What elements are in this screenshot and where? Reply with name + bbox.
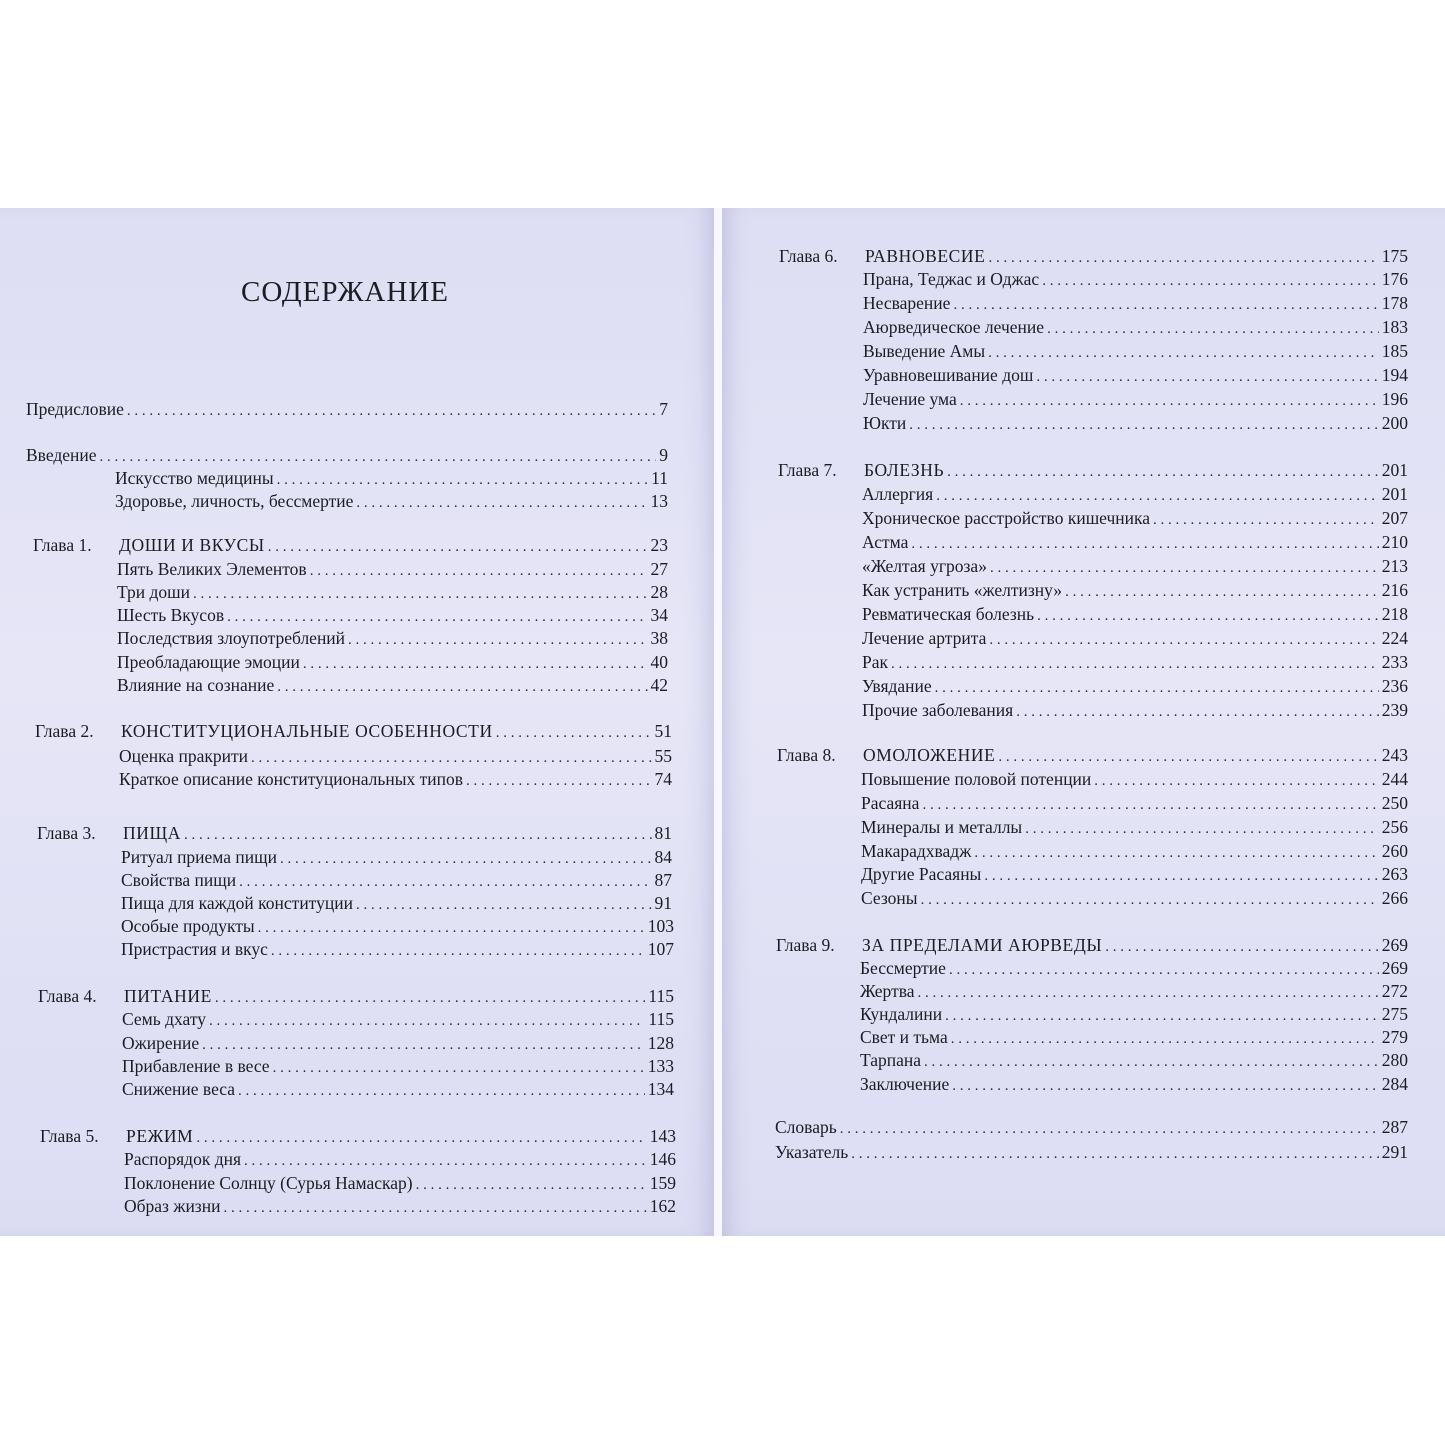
page-number: 40 — [650, 652, 668, 672]
section-title: Образ жизни — [124, 1196, 221, 1216]
section-title: Введение — [26, 445, 97, 465]
dot-leader — [209, 1010, 645, 1032]
section-title: Аллергия — [862, 484, 934, 504]
toc-entry — [778, 531, 1408, 553]
toc-entry — [779, 412, 1408, 434]
chapter-title: ПИТАНИЕ — [124, 986, 212, 1006]
chapter-number: Глава 4. — [38, 986, 97, 1006]
toc-entry — [779, 364, 1408, 386]
toc-entry — [778, 603, 1408, 625]
page-number: 250 — [1381, 793, 1408, 813]
section-title: Рак — [862, 652, 889, 672]
toc-entry — [776, 1003, 1408, 1025]
dot-leader — [951, 1028, 1379, 1050]
dot-leader — [891, 653, 1379, 675]
dot-leader — [1016, 701, 1379, 723]
page-number: 269 — [1381, 935, 1408, 955]
section-title: Свет и тьма — [860, 1027, 948, 1047]
page-number: 91 — [654, 893, 672, 913]
dot-leader — [911, 533, 1378, 555]
page-number: 275 — [1381, 1004, 1408, 1024]
dot-leader — [1105, 936, 1379, 958]
page-number: 266 — [1381, 888, 1408, 908]
dot-leader — [223, 1197, 646, 1219]
toc-entry — [777, 816, 1408, 838]
section-title: Преобладающие эмоции — [117, 652, 300, 672]
toc-entry — [35, 745, 672, 767]
page-number: 243 — [1381, 745, 1408, 765]
section-title: Словарь — [775, 1117, 837, 1137]
section-title: Лечение артрита — [862, 628, 987, 648]
page-number: 256 — [1381, 817, 1408, 837]
toc-entry — [776, 934, 1408, 956]
section-title: Краткое описание конституциональных типов — [119, 769, 464, 789]
dot-leader — [936, 485, 1379, 507]
dot-leader — [947, 461, 1379, 483]
dot-leader — [840, 1118, 1379, 1140]
dot-leader — [960, 390, 1379, 412]
dot-leader — [100, 446, 657, 468]
section-title: Уравновешивание дош — [863, 365, 1034, 385]
page-number: 287 — [1381, 1117, 1408, 1137]
dot-leader — [984, 865, 1378, 887]
left-page — [0, 208, 714, 1236]
page-number: 178 — [1381, 293, 1408, 313]
dot-leader — [989, 629, 1378, 651]
page-number: 175 — [1381, 246, 1408, 266]
dot-leader — [238, 1080, 645, 1102]
toc-entry — [777, 792, 1408, 814]
toc-entry — [38, 985, 674, 1007]
toc-entry — [40, 1172, 676, 1194]
page-number: 263 — [1381, 864, 1408, 884]
page-number: 27 — [650, 559, 668, 579]
page-number: 176 — [1381, 269, 1408, 289]
toc-entry — [778, 579, 1408, 601]
page-number: 159 — [649, 1173, 676, 1193]
toc-entry — [778, 555, 1408, 577]
toc-entry — [776, 1073, 1408, 1095]
page-number: 42 — [650, 675, 668, 695]
toc-entry — [778, 675, 1408, 697]
section-title: Несварение — [863, 293, 951, 313]
section-title: Аюрведическое лечение — [863, 317, 1045, 337]
page-number: 194 — [1381, 365, 1408, 385]
section-title: Юкти — [863, 413, 907, 433]
toc-entry — [37, 846, 672, 868]
toc-entry — [115, 467, 668, 489]
page-number: 128 — [647, 1033, 674, 1053]
right-page — [722, 208, 1445, 1236]
section-title: Бессмертие — [860, 958, 946, 978]
dot-leader — [258, 917, 645, 939]
page-number: 11 — [651, 468, 668, 488]
toc-entry — [777, 744, 1408, 766]
page-number: 210 — [1381, 532, 1408, 552]
toc-entry — [33, 674, 668, 696]
toc-entry — [779, 268, 1408, 290]
page-number: 260 — [1381, 841, 1408, 861]
chapter-title: ЗА ПРЕДЕЛАМИ АЮРВЕДЫ — [862, 935, 1103, 955]
page-number: 28 — [650, 582, 668, 602]
section-title: Свойства пищи — [121, 870, 237, 890]
dot-leader — [271, 940, 645, 962]
page-number: 236 — [1381, 676, 1408, 696]
section-title: Выведение Амы — [863, 341, 986, 361]
toc-entry — [777, 768, 1408, 790]
dot-leader — [953, 294, 1378, 316]
dot-leader — [348, 629, 647, 651]
dot-leader — [310, 560, 648, 582]
book-gutter — [714, 208, 722, 1236]
toc-entry — [777, 863, 1408, 885]
chapter-number: Глава 9. — [776, 935, 835, 955]
section-title: Шесть Вкусов — [117, 605, 225, 625]
section-title: Астма — [862, 532, 909, 552]
dot-leader — [273, 1057, 645, 1079]
dot-leader — [303, 653, 648, 675]
page-number: 74 — [654, 769, 672, 789]
chapter-title: РЕЖИМ — [126, 1126, 194, 1146]
dot-leader — [251, 747, 651, 769]
toc-entry — [776, 980, 1408, 1002]
page-number: 84 — [654, 847, 672, 867]
chapter-title: ПИЩА — [123, 823, 181, 843]
toc-entry — [775, 1141, 1408, 1163]
toc-entry — [778, 459, 1408, 481]
section-title: Прочие заболевания — [862, 700, 1014, 720]
page-number: 23 — [650, 535, 668, 555]
toc-entry — [33, 558, 668, 580]
page-number: 146 — [649, 1149, 676, 1169]
toc-entry — [33, 604, 668, 626]
toc-entry — [37, 892, 672, 914]
toc-entry — [33, 534, 668, 556]
dot-leader — [227, 606, 647, 628]
toc-entry — [26, 398, 668, 420]
toc-entry — [40, 1125, 676, 1147]
section-title: Расаяна — [861, 793, 920, 813]
dot-leader — [239, 871, 651, 893]
toc-entry — [777, 840, 1408, 862]
page-number: 201 — [1381, 460, 1408, 480]
dot-leader — [935, 677, 1379, 699]
section-title: Семь дхату — [122, 1009, 206, 1029]
page-number: 244 — [1381, 769, 1408, 789]
dot-leader — [1065, 581, 1379, 603]
toc-entry — [776, 1049, 1408, 1071]
toc-entry — [26, 444, 668, 466]
section-title: Влияние на сознание — [117, 675, 275, 695]
dot-leader — [244, 1150, 647, 1172]
toc-entry — [40, 1148, 676, 1170]
toc-entry — [38, 1055, 674, 1077]
page-number: 134 — [647, 1079, 674, 1099]
section-title: Пять Великих Элементов — [117, 559, 307, 579]
page-number: 115 — [648, 1009, 674, 1029]
section-title: Указатель — [775, 1142, 849, 1162]
section-title: Поклонение Солнцу (Сурья Намаскар) — [124, 1173, 413, 1193]
chapter-number: Глава 1. — [33, 535, 92, 555]
toc-entry — [37, 822, 672, 844]
dot-leader — [127, 400, 656, 422]
page-number: 183 — [1381, 317, 1408, 337]
toc-entry — [778, 483, 1408, 505]
section-title: «Желтая угроза» — [862, 556, 987, 576]
section-title: Ожирение — [122, 1033, 200, 1053]
page-number: 185 — [1381, 341, 1408, 361]
toc-entry — [37, 938, 674, 960]
section-title: Кундалини — [860, 1004, 943, 1024]
page-number: 284 — [1381, 1074, 1408, 1094]
page-number: 269 — [1381, 958, 1408, 978]
page-number: 201 — [1381, 484, 1408, 504]
page-number: 162 — [649, 1196, 676, 1216]
dot-leader — [990, 557, 1379, 579]
dot-leader — [952, 1075, 1379, 1097]
section-title: Повышение половой потенции — [861, 769, 1092, 789]
page-number: 213 — [1381, 556, 1408, 576]
dot-leader — [466, 770, 651, 792]
section-title: Распорядок дня — [124, 1149, 242, 1169]
toc-entry — [778, 651, 1408, 673]
toc-entry — [778, 507, 1408, 529]
page-number: 239 — [1381, 700, 1408, 720]
section-title: Три доши — [117, 582, 191, 602]
toc-entry — [779, 316, 1408, 338]
page-number: 279 — [1381, 1027, 1408, 1047]
page-number: 291 — [1381, 1142, 1408, 1162]
section-title: Макарадхвадж — [861, 841, 972, 861]
section-title: Искусство медицины — [115, 468, 274, 488]
page-number: 196 — [1381, 389, 1408, 409]
toc-entry — [778, 627, 1408, 649]
section-title: Последствия злоупотреблений — [117, 628, 346, 648]
toc-entry — [779, 245, 1408, 267]
page-number: 216 — [1381, 580, 1408, 600]
toc-entry — [38, 1078, 674, 1100]
dot-leader — [1042, 270, 1379, 292]
section-title: Минералы и металлы — [861, 817, 1023, 837]
page-number: 224 — [1381, 628, 1408, 648]
dot-leader — [1036, 366, 1378, 388]
section-title: Пристрастия и вкус — [121, 939, 268, 959]
toc-entry — [37, 869, 672, 891]
dot-leader — [924, 1051, 1379, 1073]
toc-heading: СОДЕРЖАНИЕ — [241, 276, 449, 308]
dot-leader — [184, 824, 652, 846]
dot-leader — [918, 982, 1379, 1004]
section-title: Прибавление в весе — [122, 1056, 270, 1076]
page-number: 34 — [650, 605, 668, 625]
toc-entry — [776, 957, 1408, 979]
page-number: 107 — [647, 939, 674, 959]
section-title: Ритуал приема пищи — [121, 847, 277, 867]
page-number: 200 — [1381, 413, 1408, 433]
section-title: Оценка пракрити — [119, 746, 249, 766]
dot-leader — [356, 492, 647, 514]
page-number: 103 — [647, 916, 674, 936]
dot-leader — [922, 794, 1378, 816]
dot-leader — [909, 414, 1378, 436]
page-number: 133 — [647, 1056, 674, 1076]
page-number: 272 — [1381, 981, 1408, 1001]
chapter-number: Глава 3. — [37, 823, 96, 843]
section-title: Прана, Теджас и Оджас — [863, 269, 1040, 289]
page-number: 9 — [659, 445, 668, 465]
toc-entry — [37, 915, 674, 937]
toc-entry — [776, 1026, 1408, 1048]
section-title: Здоровье, личность, бессмертие — [115, 491, 354, 511]
toc-entry — [38, 1008, 674, 1030]
chapter-title: ОМОЛОЖЕНИЕ — [863, 745, 996, 765]
chapter-title: РАВНОВЕСИЕ — [865, 246, 986, 266]
dot-leader — [277, 469, 649, 491]
dot-leader — [215, 987, 645, 1009]
chapter-number: Глава 2. — [35, 721, 94, 741]
page-number: 218 — [1381, 604, 1408, 624]
section-title: Другие Расаяны — [861, 864, 982, 884]
dot-leader — [416, 1174, 647, 1196]
section-title: Лечение ума — [863, 389, 957, 409]
section-title: Предисловие — [26, 399, 124, 419]
dot-leader — [921, 889, 1379, 911]
dot-leader — [277, 676, 647, 698]
section-title: Увядание — [862, 676, 932, 696]
toc-entry — [35, 720, 672, 742]
section-title: Жертва — [860, 981, 915, 1001]
page-number: 115 — [648, 986, 674, 1006]
toc-entry — [779, 340, 1408, 362]
section-title: Хроническое расстройство кишечника — [862, 508, 1151, 528]
section-title: Заключение — [860, 1074, 950, 1094]
dot-leader — [356, 894, 652, 916]
dot-leader — [193, 583, 647, 605]
chapter-title: КОНСТИТУЦИОНАЛЬНЫЕ ОСОБЕННОСТИ — [121, 721, 493, 741]
section-title: Сезоны — [861, 888, 918, 908]
chapter-title: ДОШИ И ВКУСЫ — [119, 535, 265, 555]
dot-leader — [202, 1034, 645, 1056]
dot-leader — [496, 722, 652, 744]
page-number: 87 — [654, 870, 672, 890]
section-title: Ревматическая болезнь — [862, 604, 1035, 624]
dot-leader — [988, 342, 1379, 364]
page-number: 233 — [1381, 652, 1408, 672]
toc-entry — [779, 292, 1408, 314]
chapter-number: Глава 8. — [777, 745, 836, 765]
dot-leader — [998, 746, 1378, 768]
page-number: 81 — [654, 823, 672, 843]
page-number: 207 — [1381, 508, 1408, 528]
toc-entry — [33, 581, 668, 603]
chapter-number: Глава 7. — [778, 460, 837, 480]
section-title: Особые продукты — [121, 916, 255, 936]
dot-leader — [268, 536, 648, 558]
page-number: 55 — [654, 746, 672, 766]
toc-entry — [33, 651, 668, 673]
toc-entry — [779, 388, 1408, 410]
dot-leader — [1037, 605, 1379, 627]
dot-leader — [974, 842, 1378, 864]
section-title: Тарпана — [860, 1050, 922, 1070]
page-number: 38 — [650, 628, 668, 648]
toc-entry — [40, 1195, 676, 1217]
page-number: 143 — [649, 1126, 676, 1146]
chapter-number: Глава 5. — [40, 1126, 99, 1146]
dot-leader — [1153, 509, 1379, 531]
toc-entry — [778, 699, 1408, 721]
page-number: 13 — [650, 491, 668, 511]
section-title: Пища для каждой конституции — [121, 893, 353, 913]
dot-leader — [1047, 318, 1379, 340]
chapter-number: Глава 6. — [779, 246, 838, 266]
dot-leader — [1094, 770, 1378, 792]
section-title: Как устранить «желтизну» — [862, 580, 1063, 600]
dot-leader — [280, 848, 652, 870]
page-number: 280 — [1381, 1050, 1408, 1070]
section-title: Снижение веса — [122, 1079, 236, 1099]
chapter-title: БОЛЕЗНЬ — [864, 460, 945, 480]
dot-leader — [949, 959, 1379, 981]
page-number: 7 — [659, 399, 668, 419]
dot-leader — [1025, 818, 1379, 840]
dot-leader — [945, 1005, 1379, 1027]
dot-leader — [196, 1127, 646, 1149]
toc-entry — [777, 887, 1408, 909]
toc-entry — [38, 1032, 674, 1054]
toc-entry — [33, 627, 668, 649]
toc-entry — [775, 1116, 1408, 1138]
toc-entry — [35, 768, 672, 790]
dot-leader — [851, 1143, 1379, 1165]
dot-leader — [988, 247, 1378, 269]
page-number: 51 — [654, 721, 672, 741]
toc-entry — [115, 490, 668, 512]
